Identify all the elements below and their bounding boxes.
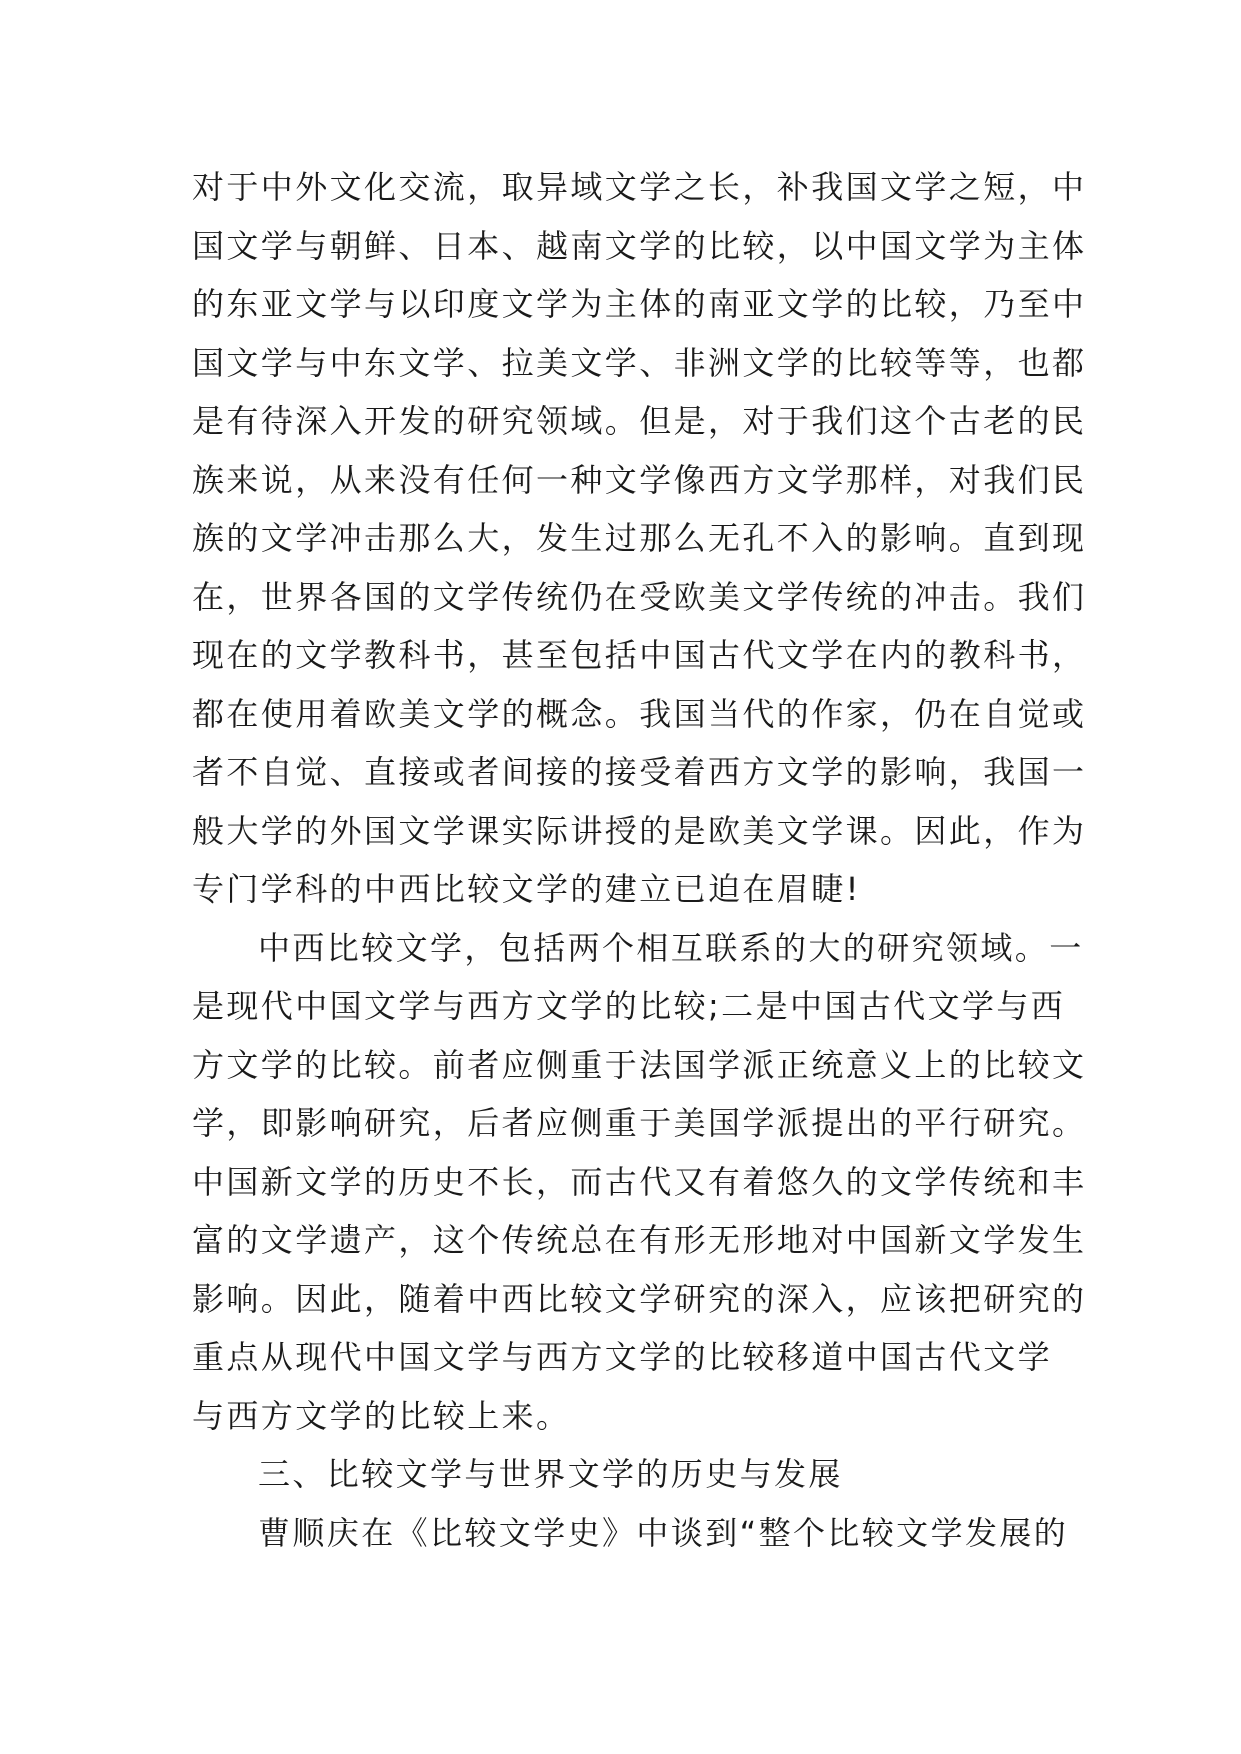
text-line: 的东亚文学与以印度文学为主体的南亚文学的比较，乃至中	[192, 285, 1087, 323]
text-line: 国文学与朝鲜、日本、越南文学的比较，以中国文学为主体	[192, 226, 1087, 265]
text-line: 般大学的外国文学课实际讲授的是欧美文学课。因此，作为	[192, 811, 1087, 850]
text-line: 族的文学冲击那么大，发生过那么无孔不入的影响。直到现	[192, 519, 1087, 557]
text-line: 中西比较文学，包括两个相互联系的大的研究领域。一	[258, 928, 1084, 967]
text-line: 者不自觉、直接或者间接的接受着西方文学的影响，我国一	[192, 753, 1087, 791]
text-line: 中国新文学的历史不长，而古代又有着悠久的文学传统和丰	[192, 1162, 1087, 1201]
text-line: 学，即影响研究，后者应侧重于美国学派提出的平行研究。	[192, 1104, 1087, 1142]
text-line: 是现代中国文学与西方文学的比较;二是中国古代文学与西	[192, 987, 1066, 1025]
text-line: 国文学与中东文学、拉美文学、非洲文学的比较等等，也都	[192, 343, 1087, 382]
text-line: 富的文学遗产，这个传统总在有形无形地对中国新文学发生	[192, 1221, 1087, 1259]
text-line: 三、比较文学与世界文学的历史与发展	[258, 1455, 843, 1493]
text-line: 曹顺庆在《比较文学史》中谈到“整个比较文学发展的	[258, 1513, 1069, 1552]
text-line: 现在的文学教科书，甚至包括中国古代文学在内的教科书，	[192, 636, 1087, 674]
text-line: 都在使用着欧美文学的概念。我国当代的作家，仍在自觉或	[192, 694, 1087, 733]
text-line: 方文学的比较。前者应侧重于法国学派正统意义上的比较文	[192, 1045, 1087, 1084]
text-line: 重点从现代中国文学与西方文学的比较移道中国古代文学	[192, 1338, 1053, 1376]
text-line: 影响。因此，随着中西比较文学研究的深入，应该把研究的	[192, 1279, 1087, 1318]
document-body	[192, 158, 1087, 1562]
text-line: 族来说，从来没有任何一种文学像西方文学那样，对我们民	[192, 460, 1087, 499]
text-line: 与西方文学的比较上来。	[192, 1396, 571, 1435]
text-line: 是有待深入开发的研究领域。但是，对于我们这个古老的民	[192, 402, 1087, 440]
text-line: 对于中外文化交流，取异域文学之长，补我国文学之短，中	[192, 168, 1087, 206]
text-line: 专门学科的中西比较文学的建立已迫在眉睫!	[192, 870, 861, 908]
text-line: 在，世界各国的文学传统仍在受欧美文学传统的冲击。我们	[192, 577, 1087, 616]
